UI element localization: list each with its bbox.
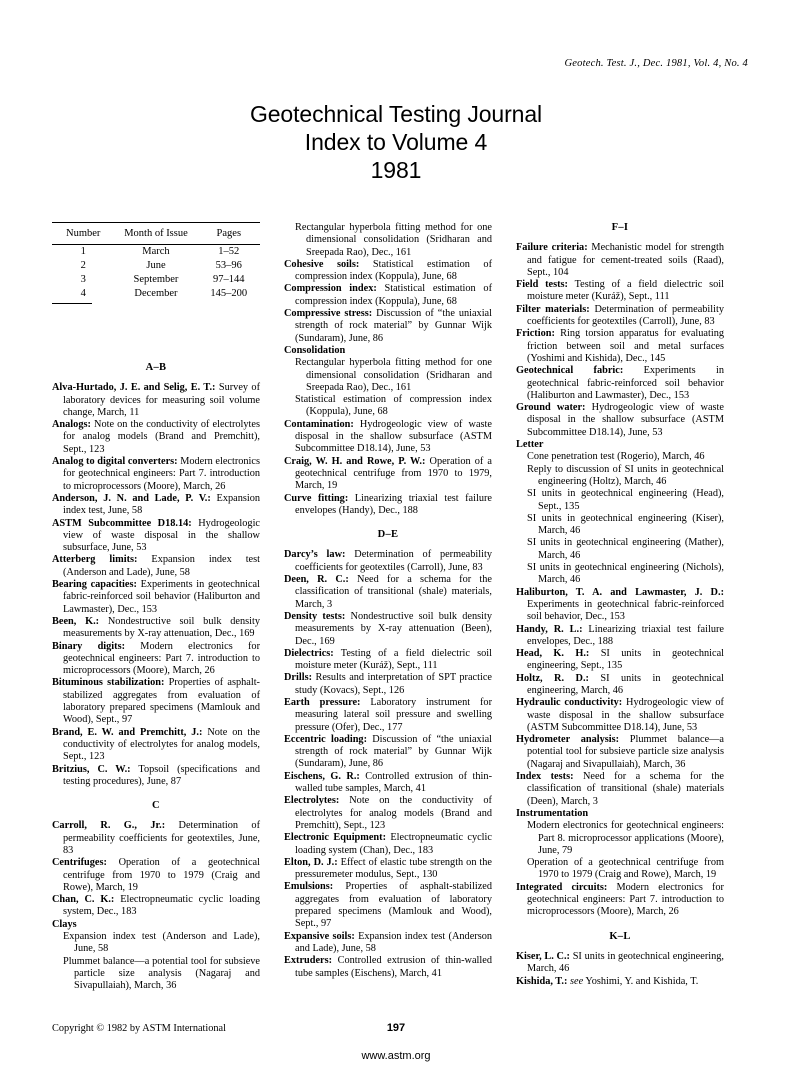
index-entry-text: Need for a schema for the classification of transitional (shale) materials (Deen), March, 3	[527, 771, 725, 807]
page-title	[0, 100, 792, 184]
index-columns	[52, 222, 742, 1012]
index-entry	[516, 279, 724, 304]
index-entry-text: Yoshimi, Y. and Kishida, T.	[583, 975, 699, 987]
index-entry-text: Note on the conductivity of electrolytes for analog models (Brand and Premchitt), Sept., 123	[63, 419, 260, 455]
index-entry	[516, 402, 724, 439]
index-entry-term: Compressive stress:	[284, 308, 373, 320]
index-entry-text: Modern electronics for geotechnical engineers: Part 7. introduction to microprocessors (Moore), March, 26	[527, 881, 724, 918]
section-heading: F–I	[611, 222, 629, 233]
index-entry-term: Geotechnical fabric:	[516, 365, 624, 377]
issue-month: December	[134, 287, 178, 299]
index-entry-text: SI units in geotechnical engineering, Sept., 135	[527, 648, 724, 672]
index-entry-term: Failure criteria:	[516, 242, 588, 254]
index-entry-text: Need for a schema for the classification of transitional (shale) materials, March, 3	[295, 574, 492, 610]
index-entry-text: Modern electronics for geotechnical engineers: Part 7. introduction to microprocessors (Moore), March, 26	[63, 456, 260, 492]
index-entry	[52, 820, 260, 857]
index-entry-term: Darcy’s law:	[284, 549, 346, 561]
index-entry	[284, 611, 492, 648]
issue-pages: 1–52	[218, 246, 240, 258]
index-entry-term: Chan, C. K.:	[52, 894, 115, 906]
index-entry	[284, 549, 492, 574]
issue-number: 2	[80, 260, 86, 272]
index-entry-term: Hydrometer analysis:	[516, 734, 620, 746]
index-entry-text: SI units in geotechnical engineering, March, 46	[527, 950, 724, 975]
index-entry-term: Ground water:	[516, 402, 586, 414]
index-entry	[516, 976, 724, 988]
index-entry	[52, 616, 260, 641]
index-column-1	[52, 222, 260, 993]
index-entry-term: Haliburton, T. A. and Lawmaster, J. D.:	[516, 586, 724, 598]
index-entry-text: Controlled extrusion of thin-walled tube samples, March, 41	[295, 770, 492, 795]
index-sub-entry: Modern electronics for geotechnical engineers: Part 8. microprocessor applications (Moore), June, 79	[527, 820, 724, 856]
issue-month: September	[133, 273, 179, 285]
title-line-1: Geotechnical Testing Journal	[249, 101, 543, 127]
index-entry-text: Mechanistic model for strength and fatigue for cement-treated soils (Raad), Sept., 104	[527, 242, 724, 278]
index-entry	[284, 493, 492, 518]
index-entry-text: Determination of permeability coefficients for geotextiles, June, 83	[63, 820, 260, 856]
index-entry	[284, 648, 492, 673]
index-entry	[516, 365, 724, 402]
index-entry-term: Electrolytes:	[284, 795, 340, 807]
index-column-1-content	[52, 222, 260, 993]
index-entry-text: Effect of elastic tube strength on the pressuremeter modulus, Sept., 130	[295, 856, 492, 881]
index-entry-text: Hydrogeologic view of waste disposal in the shallow subsurface (ASTM Subcommittee D18.14), June, 53	[527, 402, 724, 438]
index-entry	[284, 881, 492, 930]
index-entry-text: Experiments in geotechnical fabric-reinforced soil behavior, Dec., 153	[527, 598, 724, 623]
issue-number: 4	[80, 287, 86, 299]
index-entry-text: Expansion index test, June, 58	[63, 492, 261, 517]
index-entry-text: Discussion of “the uniaxial strength of rock material” by Gunnar Wijk (Sundaram), June, 86	[295, 733, 493, 770]
index-entry-term: Curve fitting:	[284, 492, 349, 504]
index-entry-term: Kiser, L. C.:	[516, 950, 570, 962]
index-entry	[516, 587, 724, 624]
index-entry-text: Statistical estimation of compression index (Koppula), June, 68	[295, 258, 493, 283]
section-heading: K–L	[609, 930, 631, 942]
index-entry	[52, 764, 260, 789]
index-entry	[284, 931, 492, 956]
index-entry	[516, 304, 724, 329]
index-entry	[284, 955, 492, 980]
index-entry	[284, 456, 492, 493]
index-entry-text: Testing of a field dielectric soil moisture meter (Kuráž), Sept., 111	[527, 279, 724, 303]
index-entry	[52, 677, 260, 726]
index-entry-text: Testing of a field dielectric soil moisture meter (Kuráž), Sept., 111	[295, 647, 492, 672]
index-entry	[52, 554, 260, 579]
index-group-heading: Instrumentation	[516, 807, 589, 819]
index-entry-term: Handy, R. L.:	[516, 623, 583, 635]
index-entry-term: Emulsions:	[284, 881, 334, 893]
index-entry-text: Determination of permeability coefficients for geotextiles (Carroll), June, 83	[295, 549, 492, 573]
index-entry-term: Field tests:	[516, 279, 568, 291]
index-entry	[284, 857, 492, 882]
issue-pages: 145–200	[210, 287, 248, 299]
index-entry	[516, 882, 724, 919]
index-entry	[52, 727, 260, 764]
index-entry-term: Drills:	[284, 672, 313, 684]
issue-pages: 97–144	[213, 273, 245, 285]
index-entry	[52, 857, 260, 894]
title-line-2: Index to Volume 4	[304, 129, 488, 155]
column-header-month: Month of Issue	[114, 223, 197, 245]
index-entry-term: ASTM Subcommittee D18.14:	[52, 517, 192, 529]
index-entry-term: Elton, D. J.:	[284, 856, 338, 868]
index-entry	[52, 382, 260, 419]
index-entry	[52, 894, 260, 919]
index-entry	[52, 419, 260, 456]
index-entry	[516, 673, 724, 698]
index-entry	[52, 456, 260, 493]
issue-pages: 53–96	[215, 260, 242, 272]
running-head: Geotech. Test. J., Dec. 1981, Vol. 4, No. 4	[564, 58, 748, 69]
index-entry-text: Hydrogeologic view of waste disposal in the shallow subsurface (ASTM Subcommittee D18.14), June, 53	[295, 418, 492, 455]
index-entry-term: Eischens, G. R.:	[284, 770, 360, 782]
index-sub-entry: Rectangular hyperbola fitting method for one dimensional consolidation (Sridharan and Sreepada Rao), Dec., 161	[295, 222, 492, 258]
index-entry	[516, 242, 724, 279]
index-entry-text: Expansion index test (Anderson and Lade), June, 58	[63, 554, 260, 578]
index-entry-term: Cohesive soils:	[284, 258, 360, 270]
index-entry	[284, 832, 492, 857]
index-entry	[516, 648, 724, 673]
index-entry-text: Plummet balance—a potential tool for subsieve particle size analysis (Nagaraj and Sivapullaiah), March, 36	[527, 734, 725, 770]
issue-number: 1	[80, 246, 86, 258]
index-entry-term: Integrated circuits:	[516, 881, 608, 893]
index-group-heading: Clays	[52, 918, 77, 930]
index-entry-text: Determination of permeability coefficients for geotextiles (Carroll), June, 83	[527, 303, 725, 328]
index-entry-term: Filter materials:	[516, 303, 590, 315]
index-entry-term: Analogs:	[52, 419, 91, 431]
index-entry-term: Binary digits:	[52, 640, 126, 652]
see-reference-label: see	[570, 975, 584, 987]
index-entry-text: Nondestructive soil bulk density measurements by X-ray attenuation (Been), Dec., 169	[295, 610, 493, 647]
index-entry-term: Been, K.:	[52, 615, 100, 627]
index-entry	[52, 641, 260, 678]
index-entry-text: Electropneumatic cyclic loading system (Chan), Dec., 183	[295, 832, 492, 856]
index-entry-text: Hydrogeologic view of waste disposal in the shallow subsurface, June, 53	[63, 517, 260, 554]
index-entry-text: Properties of asphalt-stabilized aggregates from evaluation of laboratory prepared specimens (Mamlouk and Wood), Sept., 97	[295, 881, 492, 930]
index-entry	[516, 734, 724, 771]
index-sub-entry: Expansion index test (Anderson and Lade), June, 58	[63, 931, 260, 955]
index-entry-term: Expansive soils:	[284, 930, 355, 942]
index-entry	[284, 672, 492, 697]
index-entry-text: Nondestructive soil bulk density measurements by X-ray attenuation, Dec., 169	[63, 615, 260, 640]
index-entry-text: Properties of asphalt-stabilized aggregates from evaluation of laboratory prepared specimens (Mamlouk and Wood), Sept., 97	[63, 677, 260, 726]
index-column-2	[284, 222, 492, 980]
page-number: 197	[386, 1022, 406, 1034]
index-entry-term: Hydraulic conductivity:	[516, 697, 623, 709]
index-entry-term: Head, K. H.:	[516, 648, 590, 660]
issue-month: March	[142, 246, 170, 258]
index-entry-text: Experiments in geotechnical fabric-reinforced soil behavior (Haliburton and Lawmaster), Dec., 153	[527, 365, 724, 401]
index-entry-term: Centrifuges:	[52, 857, 107, 869]
index-entry-text: SI units in geotechnical engineering, March, 46	[527, 672, 724, 696]
index-entry-text: Laboratory instrument for measuring lateral soil pressure and swelling pressure (Ofer), Dec., 177	[295, 696, 493, 733]
index-entry	[516, 624, 724, 649]
index-group-heading: Letter	[516, 439, 544, 451]
index-column-3	[516, 222, 724, 988]
index-entry	[284, 574, 492, 611]
index-entry-term: Craig, W. H. and Rowe, P. W.:	[284, 455, 426, 467]
section-heading: D–E	[377, 529, 399, 541]
index-entry-term: Deen, R. C.:	[284, 574, 349, 586]
index-entry-term: Britzius, C. W.:	[52, 763, 131, 775]
index-sub-entry: SI units in geotechnical engineering (Nichols), March, 46	[527, 562, 724, 586]
issue-number: 3	[80, 273, 86, 285]
index-entry-text: Hydrogeologic view of waste disposal in the shallow subsurface (ASTM Subcommittee D18.14), June, 53	[527, 697, 724, 733]
index-entry	[284, 795, 492, 832]
index-entry-text: Ring torsion apparatus for evaluating friction between soil and metal surfaces (Yoshimi and Kishida), Dec., 145	[527, 328, 724, 364]
index-sub-entry: SI units in geotechnical engineering (Head), Sept., 135	[527, 488, 724, 512]
index-entry-term: Bituminous stabilization:	[52, 677, 165, 689]
index-entry-term: Carroll, R. G., Jr.:	[52, 820, 166, 832]
index-entry-text: Operation of a geotechnical centrifuge from 1970 to 1979, March, 19	[295, 455, 492, 492]
section-heading: C	[152, 800, 160, 812]
index-entry-term: Compression index:	[284, 283, 377, 295]
index-entry-term: Dielectrics:	[284, 647, 334, 659]
index-entry	[52, 493, 260, 518]
index-sub-entry: Plummet balance—a potential tool for subsieve particle size analysis (Nagaraj and Sivapullaiah), March, 36	[63, 955, 260, 992]
index-sub-entry: Reply to discussion of SI units in geotechnical engineering (Holtz), March, 46	[527, 463, 724, 487]
index-group-heading: Consolidation	[284, 344, 346, 356]
index-entry-term: Eccentric loading:	[284, 733, 368, 745]
index-entry-text: Expansion index test (Anderson and Lade), June, 58	[295, 930, 492, 954]
index-entry-text: Linearizing triaxial test failure envelopes (Handy), Dec., 188	[295, 492, 492, 516]
index-entry	[284, 771, 492, 796]
index-entry-text: Survey of laboratory devices for measuring soil volume change, March, 11	[63, 382, 261, 418]
index-entry-text: Controlled extrusion of thin-walled tube samples (Eischens), March, 41	[295, 955, 492, 979]
column-header-pages: Pages	[198, 223, 260, 245]
index-entry-term: Electronic Equipment:	[284, 832, 387, 844]
index-entry-term: Density tests:	[284, 610, 346, 622]
index-entry-text: Note on the conductivity of electrolytes for analog models, Sept., 123	[63, 726, 260, 763]
index-column-2-content	[284, 222, 492, 980]
index-entry	[52, 518, 260, 555]
index-entry	[284, 259, 492, 284]
index-entry-text: Discussion of “the uniaxial strength of rock material” by Gunnar Wijk (Sundaram), June, 86	[295, 308, 492, 344]
index-entry-term: Bearing capacities:	[52, 579, 137, 591]
index-entry-text: Topsoil (specifications and testing procedures), June, 87	[63, 763, 260, 787]
index-entry-term: Atterberg limits:	[52, 554, 138, 566]
index-entry-term: Index tests:	[516, 771, 574, 783]
index-sub-entry: SI units in geotechnical engineering (Mather), March, 46	[527, 537, 724, 561]
index-entry-text: Statistical estimation of compression index (Koppula), June, 68	[295, 283, 492, 307]
index-entry	[516, 951, 724, 976]
index-entry-text: Results and interpretation of SPT practice study (Kovacs), Sept., 126	[295, 672, 492, 696]
index-sub-entry: Operation of a geotechnical centrifuge from 1970 to 1979 (Craig and Rowe), March, 19	[527, 857, 724, 881]
index-entry	[516, 771, 724, 808]
index-entry-term: Kishida, T.:	[516, 975, 568, 987]
index-entry-term: Holtz, R. D.:	[516, 672, 589, 684]
index-sub-entry: Cone penetration test (Rogerio), March, 46	[527, 451, 705, 463]
index-entry	[284, 419, 492, 456]
index-entry-term: Contamination:	[284, 418, 354, 430]
index-entry-term: Friction:	[516, 328, 555, 340]
index-entry-text: Modern electronics for geotechnical engineers: Part 7. introduction to microprocessors (Moore), March, 26	[63, 640, 260, 677]
index-entry-text: Note on the conductivity of electrolytes for analog models (Brand and Premchitt), Sept., 123	[295, 795, 492, 831]
index-entry-term: Brand, E. W. and Premchitt, J.:	[52, 726, 203, 738]
index-entry-text: Electropneumatic cyclic loading system, Dec., 183	[63, 894, 260, 918]
index-entry-text: Experiments in geotechnical fabric-reinforced soil behavior (Haliburton and Lawmaster), Dec., 153	[63, 579, 260, 615]
index-sub-entry: SI units in geotechnical engineering (Kiser), March, 46	[527, 512, 724, 537]
index-entry-term: Earth pressure:	[284, 696, 361, 708]
index-entry	[516, 697, 724, 734]
index-entry-text: Linearizing triaxial test failure envelopes, Dec., 188	[527, 623, 724, 647]
issue-month: June	[146, 260, 166, 272]
index-entry-term: Alva-Hurtado, J. E. and Selig, E. T.:	[52, 382, 216, 394]
index-entry-term: Anderson, J. N. and Lade, P. V.:	[52, 492, 211, 504]
index-entry	[284, 697, 492, 734]
index-entry	[284, 734, 492, 771]
astm-url: www.astm.org	[361, 1050, 431, 1062]
index-entry	[52, 579, 260, 616]
index-column-3-content	[516, 222, 724, 988]
section-heading: A–B	[145, 362, 167, 373]
index-entry-text: Operation of a geotechnical centrifuge from 1970 to 1979 (Craig and Rowe), March, 19	[63, 857, 260, 893]
index-entry	[284, 283, 492, 308]
copyright-notice: Copyright © 1982 by ASTM International	[52, 1023, 226, 1034]
index-entry	[516, 328, 724, 365]
index-sub-entry: Rectangular hyperbola fitting method for one dimensional consolidation (Sridharan and Sreepada Rao), Dec., 161	[295, 357, 492, 393]
index-entry-term: Extruders:	[284, 955, 333, 967]
index-entry-term: Analog to digital converters:	[52, 456, 178, 468]
title-line-3: 1981	[370, 157, 422, 183]
column-header-number: Number	[52, 223, 114, 245]
index-entry	[284, 308, 492, 345]
index-sub-entry: Statistical estimation of compression index (Koppula), June, 68	[295, 394, 492, 418]
